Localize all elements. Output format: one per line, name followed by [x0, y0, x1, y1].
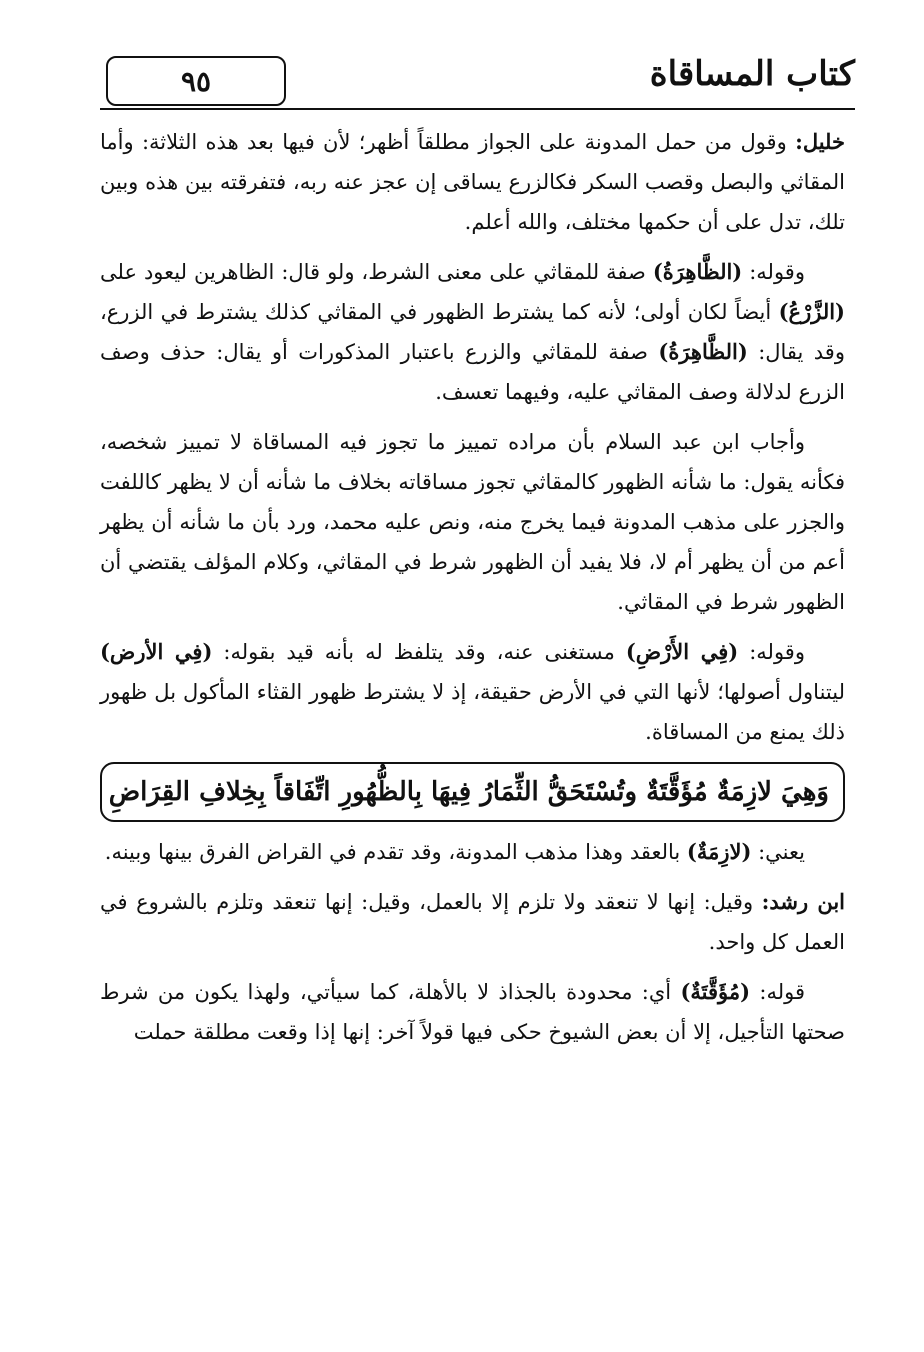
paragraph-text: بالعقد وهذا مذهب المدونة، وقد تقدم في القراض الفرق بينها وبينه. [104, 840, 687, 864]
paragraph-text: ليتناول أصولها؛ لأنها التي في الأرض حقيقة، إذ لا يشترط ظهور القثاء المأكول بل ظهور ذلك يمنع من المساقاة. [100, 680, 845, 744]
paragraph-ibn-rushd [100, 882, 845, 962]
paragraph-khalil [100, 122, 845, 242]
paragraph-text: مستغنى عنه، وقد يتلفظ له بأنه قيد بقوله: [212, 640, 626, 664]
page-body [100, 122, 845, 1062]
paragraph-text: أيضاً لكان أولى؛ لأنه كما يشترط الظهور في المقاثي كذلك يشترط في الزرع، وقد يقال: [100, 300, 845, 364]
quoted-term: (الزَّرْعُ) [778, 299, 845, 324]
paragraph-text: وأجاب ابن عبد السلام بأن مراده تمييز ما تجوز فيه المساقاة لا تمييز شخصه، فكأنه يقول: ما شأنه الظهور كالمقاثي تجوز مساقاته بخلاف ما شأنه أن لا يظهر كاللفت والجزر على مذهب المدونة فيما يخرج منه، ونص عليه محمد، ورد بأن ما شأنه أن يظهر أعم من أن يظهر أم لا، فلا يفيد أن الظهور شرط في المقاثي، وكلام المؤلف يقتضي أن الظهور شرط في المقاثي. [100, 430, 845, 614]
quoted-term: (الظَّاهِرَةُ) [652, 259, 743, 284]
quoted-term: (فِي الأرض) [100, 639, 213, 664]
paragraph-lead: وقوله: [742, 260, 805, 284]
page-number-box [106, 56, 286, 106]
paragraph-text: صفة للمقاثي والزرع باعتبار المذكورات أو يقال: حذف وصف الزرع لدلالة وصف المقاثي عليه، وفيهما تعسف. [100, 340, 845, 404]
paragraph-text: وقول من حمل المدونة على الجواز مطلقاً أظهر؛ لأن فيها بعد هذه الثلاثة: وأما المقاثي والبصل وقصب السكر فكالزرع يساقى إن عجز عنه ربه، فتفرقته بين هذه وبين تلك، تدل على أن حكمها مختلف، والله أعلم. [100, 130, 845, 234]
paragraph-lead: يعني: [751, 840, 805, 864]
speaker-label: خليل: [795, 129, 845, 154]
book-title: كتاب المساقاة [649, 54, 855, 94]
page-number: ٩٥ [180, 64, 212, 98]
quoted-term: (مُؤَقَّتَةٌ) [680, 979, 751, 1004]
page-header [100, 48, 855, 110]
quoted-term: (الظَّاهِرَةُ) [658, 339, 748, 364]
quoted-term: (لازِمَةٌ) [686, 839, 752, 864]
paragraph-text: أي: محدودة بالجذاذ لا بالأهلة، كما سيأتي، ولهذا يكون من شرط صحتها التأجيل، إلا أن بعض الشيوخ حكى فيها قولاً آخر: إنها إذا وقعت مطلقة حملت [100, 980, 845, 1044]
paragraph-ibn-abd-salam [100, 422, 845, 622]
paragraph-fil-ard [100, 632, 845, 752]
speaker-label: ابن رشد: [761, 889, 845, 914]
paragraph-zahira [100, 252, 845, 412]
paragraph-lazima [100, 832, 845, 872]
paragraph-text: صفة للمقاثي على معنى الشرط، ولو قال: الظاهرين ليعود على [100, 260, 653, 284]
header-rule [100, 108, 855, 110]
paragraph-text: وقيل: إنها لا تنعقد ولا تلزم إلا بالعمل، وقيل: إنها تنعقد وتلزم بالشروع في العمل كل واحد. [100, 890, 845, 954]
paragraph-muaqqata [100, 972, 845, 1052]
paragraph-lead: وقوله: [738, 640, 805, 664]
matn-box: وَهِيَ لازِمَةٌ مُؤَقَّتَةٌ وتُسْتَحَقُّ الثِّمَارُ فِيهَا بِالظُّهُورِ اتِّفَاقاً بِخِلافِ القِرَاضِ [100, 762, 845, 822]
paragraph-lead: قوله: [750, 980, 805, 1004]
quoted-term: (فِي الأَرْضِ) [625, 639, 739, 664]
